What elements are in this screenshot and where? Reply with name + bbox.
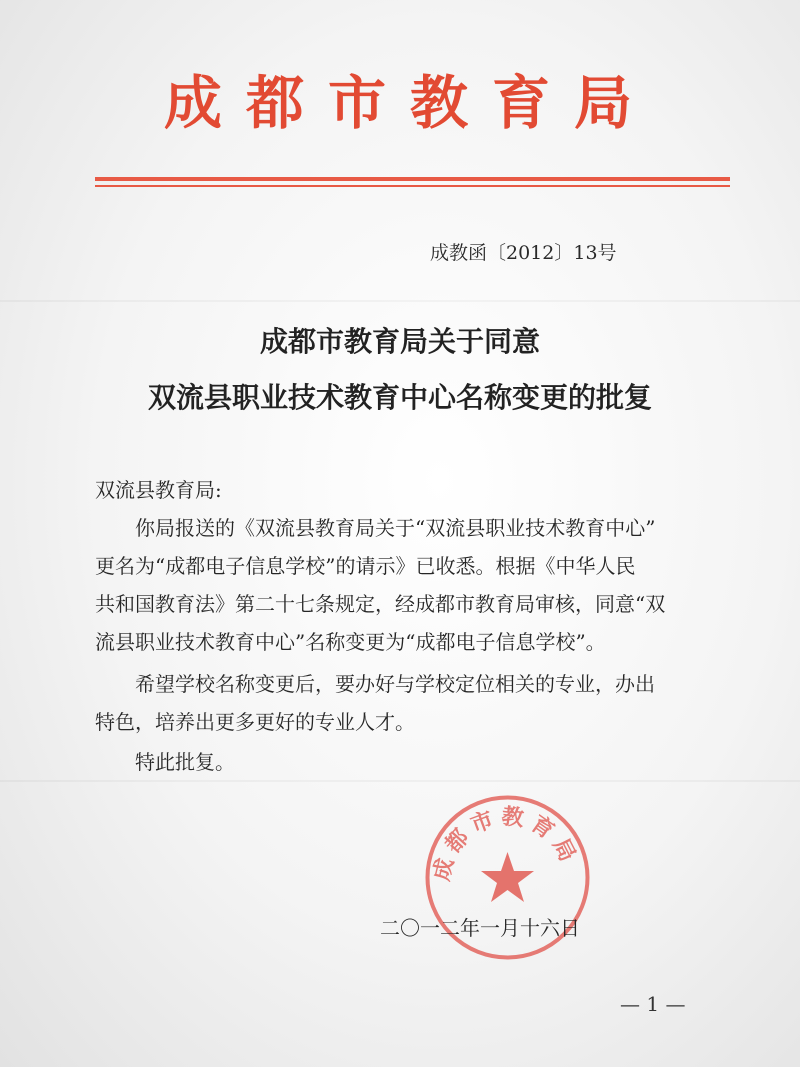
document-number: 成教函〔2012〕13号 bbox=[430, 242, 617, 264]
body-line: 更名为“成都电子信息学校”的请示》已收悉。根据《中华人民 bbox=[95, 554, 636, 578]
masthead-rule-thick bbox=[95, 177, 730, 181]
document-title-line-2: 双流县职业技术教育中心名称变更的批复 bbox=[147, 381, 652, 414]
masthead-agency-name: 成都市教育局 bbox=[163, 69, 656, 137]
seal-star-icon bbox=[481, 852, 534, 902]
body-line: 希望学校名称变更后，要办好与学校定位相关的专业，办出 bbox=[135, 672, 655, 696]
issue-date: 二〇一二年一月十六日 bbox=[380, 916, 580, 940]
seal-text: 成都市教育局 bbox=[428, 803, 584, 884]
document-title-line-1: 成都市教育局关于同意 bbox=[259, 325, 540, 358]
body-line: 共和国教育法》第二十七条规定，经成都市教育局审核，同意“双 bbox=[95, 592, 666, 616]
page-number: — 1 — bbox=[620, 992, 686, 1016]
masthead-rule-thin bbox=[95, 185, 730, 187]
paper-fold bbox=[0, 300, 800, 302]
paper-fold bbox=[0, 780, 800, 782]
body-line: 你局报送的《双流县教育局关于“双流县职业技术教育中心” bbox=[135, 516, 656, 540]
body-line: 特色，培养出更多更好的专业人才。 bbox=[95, 710, 415, 734]
body-line: 流县职业技术教育中心”名称变更为“成都电子信息学校”。 bbox=[95, 630, 606, 654]
closing-line: 特此批复。 bbox=[135, 750, 235, 774]
salutation: 双流县教育局: bbox=[95, 478, 222, 502]
